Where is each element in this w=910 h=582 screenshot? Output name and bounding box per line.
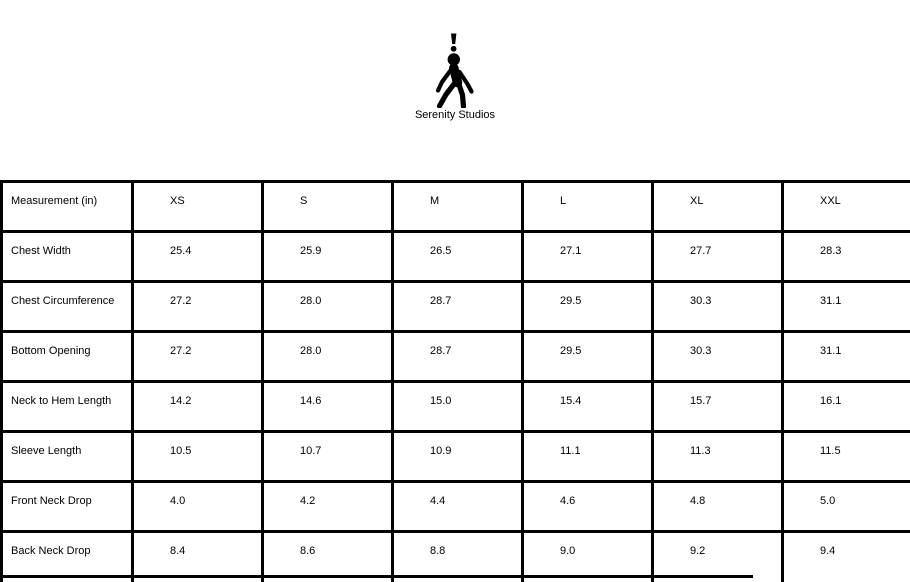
walking-person-icon <box>432 33 478 108</box>
row-label: Sleeve Length <box>2 432 133 482</box>
exclamation-mark-icon <box>451 34 457 52</box>
value-cell: 10.7 <box>263 432 393 482</box>
value-cell: 29.5 <box>523 282 653 332</box>
value-cell: 4.8 <box>653 482 783 532</box>
value-cell: 28.7 <box>393 282 523 332</box>
column-header-s: S <box>263 182 393 232</box>
value-cell: 15.0 <box>393 382 523 432</box>
value-cell: 9.0 <box>523 532 653 582</box>
column-header-m: M <box>393 182 523 232</box>
value-cell: 26.5 <box>393 232 523 282</box>
value-cell: 16.1 <box>783 382 910 432</box>
row-label: Neck to Hem Length <box>2 382 133 432</box>
value-cell: 31.1 <box>783 332 910 382</box>
table-row-bottom-opening <box>2 332 910 382</box>
brand-name: Serenity Studios <box>415 109 495 122</box>
value-cell: 4.0 <box>133 482 263 532</box>
value-cell: 25.4 <box>133 232 263 282</box>
row-label: Chest Width <box>2 232 133 282</box>
value-cell: 14.2 <box>133 382 263 432</box>
value-cell: 5.0 <box>783 482 910 532</box>
value-cell: 8.6 <box>263 532 393 582</box>
value-cell: 11.3 <box>653 432 783 482</box>
value-cell: 28.7 <box>393 332 523 382</box>
value-cell: 11.5 <box>783 432 910 482</box>
row-label: Bottom Opening <box>2 332 133 382</box>
header-row <box>2 182 910 232</box>
value-cell: 27.2 <box>133 282 263 332</box>
table-row-back-neck-drop <box>2 532 910 582</box>
column-header-xs: XS <box>133 182 263 232</box>
value-cell: 28.3 <box>783 232 910 282</box>
logo-container <box>0 33 910 122</box>
value-cell: 27.1 <box>523 232 653 282</box>
value-cell: 10.9 <box>393 432 523 482</box>
value-cell: 27.7 <box>653 232 783 282</box>
value-cell: 9.2 <box>653 532 783 582</box>
table-row-neck-to-hem-length <box>2 382 910 432</box>
value-cell: 10.5 <box>133 432 263 482</box>
column-header-xl: XL <box>653 182 783 232</box>
walking-person-figure <box>438 53 472 106</box>
value-cell: 28.0 <box>263 332 393 382</box>
value-cell: 11.1 <box>523 432 653 482</box>
value-cell: 8.8 <box>393 532 523 582</box>
size-chart-table <box>0 180 910 582</box>
value-cell: 15.4 <box>523 382 653 432</box>
row-label: Chest Circumference <box>2 282 133 332</box>
table-bottom-border <box>0 575 753 578</box>
column-header-l: L <box>523 182 653 232</box>
value-cell: 31.1 <box>783 282 910 332</box>
column-header-measurement: Measurement (in) <box>2 182 133 232</box>
value-cell: 25.9 <box>263 232 393 282</box>
value-cell: 15.7 <box>653 382 783 432</box>
value-cell: 4.2 <box>263 482 393 532</box>
row-label: Back Neck Drop <box>2 532 133 582</box>
value-cell: 9.4 <box>783 532 910 582</box>
table-row-chest-circumference <box>2 282 910 332</box>
column-header-xxl: XXL <box>783 182 910 232</box>
value-cell: 29.5 <box>523 332 653 382</box>
value-cell: 8.4 <box>133 532 263 582</box>
table-row-sleeve-length <box>2 432 910 482</box>
table-row-front-neck-drop <box>2 482 910 532</box>
value-cell: 30.3 <box>653 282 783 332</box>
value-cell: 30.3 <box>653 332 783 382</box>
table-row-chest-width <box>2 232 910 282</box>
row-label: Front Neck Drop <box>2 482 133 532</box>
value-cell: 28.0 <box>263 282 393 332</box>
value-cell: 4.6 <box>523 482 653 532</box>
value-cell: 14.6 <box>263 382 393 432</box>
value-cell: 4.4 <box>393 482 523 532</box>
value-cell: 27.2 <box>133 332 263 382</box>
